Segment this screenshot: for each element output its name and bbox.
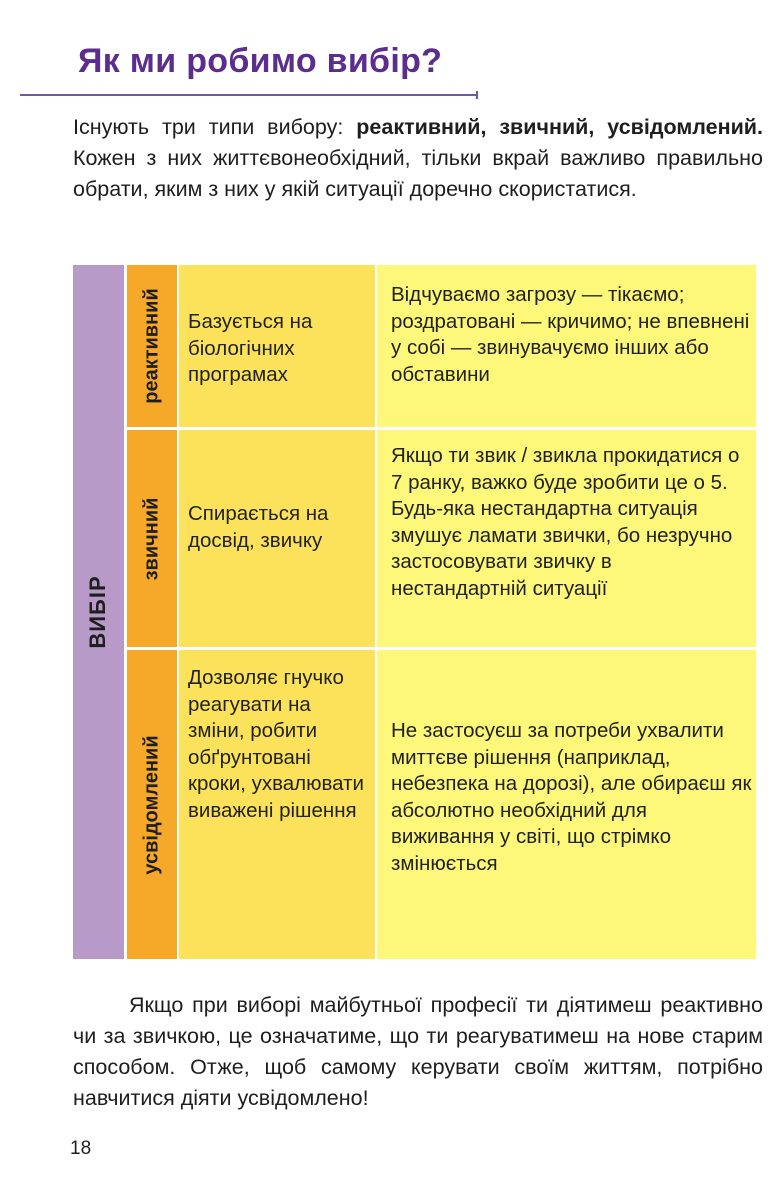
type-label: усвідомлений [140, 734, 163, 875]
intro-types: реактивний, звичний, усвідомлений. [356, 115, 763, 139]
example-text: Не застосуєш за потреби ухвалити миттєве рішення (наприклад, небезпека на дорозі), але обираєш як абсолютно необхідний для виживання у світі, що стрімко змінюється [391, 719, 752, 875]
group-column [73, 265, 124, 959]
conclusion-paragraph: Якщо при виборі майбутньої професії ти діятимеш реактивно чи за звичкою, це означатиме, що ти реагуватимеш на нове старим способом. Отже, щоб самому керувати своїм життям, потрібно навчитися діяти усвідомлено! [73, 993, 763, 1110]
basis-cell [179, 430, 375, 647]
table-row-reactive [127, 265, 756, 427]
example-cell [377, 265, 756, 427]
example-text: Якщо ти звик / звикла прокидатися о 7 ранку, важко буде зробити це о 5. Будь-яка нестандартна ситуація змушує ламати звички, бо незручно застосовувати звичку в нестандартній ситуації [391, 444, 740, 600]
page-title: Як ми робимо вибір? [78, 42, 443, 80]
type-label: звичний [140, 497, 163, 580]
intro-rest: Кожен з них життєвонеобхідний, тільки вкрай важливо правильно обрати, яким з них у якій ситуації доречно скористатися. [73, 146, 763, 201]
type-cell [127, 650, 177, 959]
group-label: ВИБІР [85, 575, 110, 649]
table-row-conscious [127, 650, 756, 959]
page-number: 18 [70, 1138, 92, 1159]
example-text: Відчуваємо загрозу — тікаємо; роздратовані — кричимо; не впевнені у собі — звинувачуємо інших або обставини [391, 283, 750, 386]
example-cell [377, 430, 756, 647]
type-cell [127, 430, 177, 647]
basis-cell [179, 265, 375, 427]
type-cell [127, 265, 177, 427]
choice-types-table [73, 265, 756, 959]
basis-text: Спирається на досвід, звичку [188, 502, 329, 552]
basis-text: Дозволяє гнучко реагувати на зміни, робити обґрунтовані кроки, ухвалювати виважені рішення [188, 666, 364, 822]
example-cell [377, 650, 756, 959]
basis-cell [179, 650, 375, 959]
table-row-habitual [127, 430, 756, 647]
intro-lead: Існують три типи вибору: [73, 115, 357, 139]
intro-paragraph [73, 112, 763, 205]
basis-text: Базується на біологічних програмах [188, 310, 313, 386]
type-label: реактивний [140, 288, 163, 404]
title-underline [20, 94, 478, 96]
